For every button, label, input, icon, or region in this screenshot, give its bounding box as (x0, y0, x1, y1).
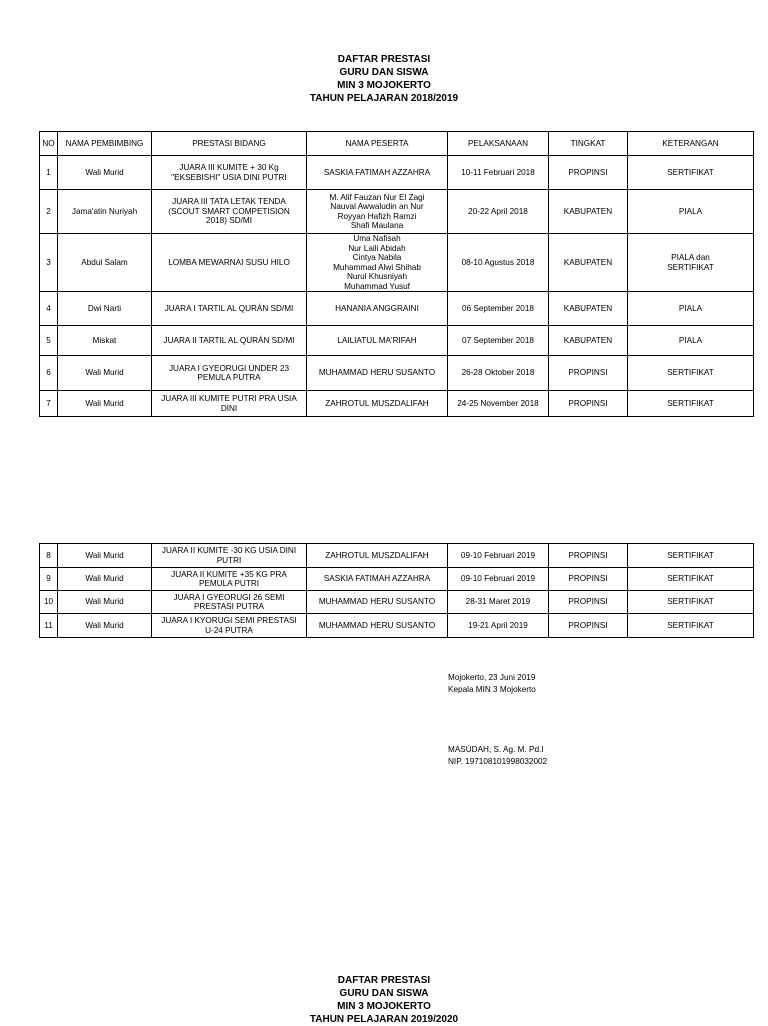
cell-keterangan: PIALA (628, 292, 754, 326)
cell-pembimbing: Abdul Salam (58, 234, 152, 292)
cell-pelaksanaan: 06 September 2018 (448, 292, 549, 326)
peserta-line: Muhammad Yusuf (344, 281, 410, 291)
cell-prestasi: JUARA I TARTIL AL QURÁN SD/MI (152, 292, 307, 326)
cell-tingkat: PROPINSI (549, 591, 628, 614)
table-header-row (40, 132, 754, 156)
prestasi-line: JUARA I GYEORUGI 26 SEMI (173, 592, 285, 602)
signature-nip: NIP. 197108101998032002 (448, 757, 548, 766)
cell-no: 8 (40, 544, 58, 568)
cell-tingkat: KABUPATEN (549, 190, 628, 234)
cell-pembimbing: Wali Murid (58, 591, 152, 614)
signature-place-block (448, 672, 536, 696)
cell-prestasi (152, 156, 307, 190)
title-line: MIN 3 MOJOKERTO (337, 80, 431, 91)
peserta-line: Royyan Hafizh Ramzi (337, 211, 417, 221)
cell-pelaksanaan: 26-28 Oktober 2018 (448, 356, 549, 391)
table-row (40, 544, 754, 568)
cell-tingkat: PROPINSI (549, 614, 628, 638)
peserta-line: Uma Nafisah (353, 234, 401, 243)
col-header-pelaksanaan: PELAKSANAAN (448, 132, 549, 156)
cell-tingkat: KABUPATEN (549, 292, 628, 326)
signature-place-date: Mojokerto, 23 Juni 2019 (448, 673, 536, 682)
cell-pelaksanaan: 09-10 Februari 2019 (448, 568, 549, 591)
prestasi-line: JUARA II KUMITE +35 KG PRA (171, 569, 287, 579)
cell-tingkat: PROPINSI (549, 356, 628, 391)
table-row (40, 156, 754, 190)
table-row (40, 234, 754, 292)
cell-pelaksanaan: 09-10 Februari 2019 (448, 544, 549, 568)
cell-no: 6 (40, 356, 58, 391)
table-row (40, 591, 754, 614)
cell-pembimbing: Wali Murid (58, 544, 152, 568)
peserta-line: M. Alif Fauzan Nur El Zagi (329, 192, 425, 202)
achievement-table-2018 (39, 131, 754, 417)
table-row (40, 614, 754, 638)
cell-pelaksanaan: 08-10 Agustus 2018 (448, 234, 549, 292)
cell-keterangan: SERTIFIKAT (628, 391, 754, 417)
prestasi-line: JUARA II KUMITE -30 KG USIA DINI (161, 546, 297, 555)
prestasi-line: U-24 PUTRA (205, 625, 253, 635)
cell-no: 7 (40, 391, 58, 417)
cell-pelaksanaan: 10-11 Februari 2018 (448, 156, 549, 190)
cell-keterangan: PIALA (628, 190, 754, 234)
cell-no: 4 (40, 292, 58, 326)
cell-prestasi (152, 591, 307, 614)
keterangan-line: PIALA dan (671, 253, 710, 262)
cell-pelaksanaan: 19-21 April 2019 (448, 614, 549, 638)
document-title-2019 (0, 974, 768, 1026)
cell-pembimbing: Wali Murid (58, 568, 152, 591)
col-header-pembimbing: NAMA PEMBIMBING (58, 132, 152, 156)
document-title-2018 (0, 53, 768, 105)
peserta-line: Shafi Maulana (350, 221, 404, 230)
cell-keterangan: PIALA (628, 326, 754, 356)
col-header-no: NO (40, 132, 58, 156)
cell-keterangan: SERTIFIKAT (628, 591, 754, 614)
prestasi-line: PEMULA PUTRI (198, 579, 260, 588)
table-row (40, 568, 754, 591)
prestasi-line: JUARA III TATA LETAK TENDA (172, 197, 286, 207)
prestasi-line: JUARA III KUMITE PUTRI PRA USIA (161, 394, 297, 403)
cell-prestasi (152, 614, 307, 638)
cell-peserta: SASKIA FATIMAH AZZAHRA (307, 156, 448, 190)
cell-pembimbing: Dwi Narti (58, 292, 152, 326)
cell-peserta: MUHAMMAD HERU SUSANTO (307, 356, 448, 391)
table-row (40, 326, 754, 356)
title-line: MIN 3 MOJOKERTO (337, 1001, 431, 1012)
keterangan-line: SERTIFIKAT (667, 262, 714, 272)
cell-pembimbing: Wali Murid (58, 156, 152, 190)
cell-keterangan: SERTIFIKAT (628, 544, 754, 568)
table-row (40, 190, 754, 234)
cell-keterangan: SERTIFIKAT (628, 356, 754, 391)
cell-peserta: MUHAMMAD HERU SUSANTO (307, 614, 448, 638)
title-line: GURU DAN SISWA (339, 67, 429, 78)
prestasi-line: PEMULA PUTRA (197, 373, 261, 382)
cell-pembimbing: Wali Murid (58, 391, 152, 417)
cell-peserta: HANANIA ANGGRAINI (307, 292, 448, 326)
cell-pembimbing: Miskat (58, 326, 152, 356)
signature-position: Kepala MIN 3 Mojokerto (448, 685, 536, 694)
cell-peserta: SASKIA FATIMAH AZZAHRA (307, 568, 448, 591)
prestasi-line: DINI (220, 403, 238, 413)
cell-pelaksanaan: 28-31 Maret 2019 (448, 591, 549, 614)
cell-pembimbing: Wali Murid (58, 356, 152, 391)
achievement-table-2019 (39, 543, 754, 638)
table-row (40, 356, 754, 391)
title-line: TAHUN PELAJARAN 2019/2020 (309, 1014, 459, 1025)
cell-prestasi (152, 568, 307, 591)
cell-tingkat: KABUPATEN (549, 326, 628, 356)
cell-peserta (307, 190, 448, 234)
col-header-tingkat: TINGKAT (549, 132, 628, 156)
cell-tingkat: PROPINSI (549, 544, 628, 568)
cell-keterangan: SERTIFIKAT (628, 568, 754, 591)
prestasi-line: PRESTASI PUTRA (194, 602, 264, 611)
title-line: DAFTAR PRESTASI (337, 975, 431, 986)
prestasi-line: JUARA I KYORUGI SEMI PRESTASI (161, 616, 297, 625)
cell-prestasi: JUARA II TARTIL AL QURÁN SD/MI (152, 326, 307, 356)
cell-peserta: ZAHROTUL MUSZDALIFAH (307, 544, 448, 568)
title-line: TAHUN PELAJARAN 2018/2019 (309, 93, 459, 104)
peserta-line: Nur Laili Abidah (348, 243, 406, 253)
cell-no: 1 (40, 156, 58, 190)
table-row (40, 391, 754, 417)
cell-tingkat: PROPINSI (549, 156, 628, 190)
prestasi-line: 2018) SD/MI (206, 216, 252, 226)
cell-tingkat: PROPINSI (549, 391, 628, 417)
cell-peserta: LAILIATUL MA'RIFAH (307, 326, 448, 356)
cell-no: 10 (40, 591, 58, 614)
cell-pelaksanaan: 24-25 November 2018 (448, 391, 549, 417)
cell-pelaksanaan: 07 September 2018 (448, 326, 549, 356)
cell-prestasi: LOMBA MEWARNAI SUSU HILO (152, 234, 307, 292)
peserta-line: Muhammad Alwi Shihab (333, 262, 421, 272)
title-line: GURU DAN SISWA (339, 988, 429, 999)
cell-no: 9 (40, 568, 58, 591)
cell-peserta: ZAHROTUL MUSZDALIFAH (307, 391, 448, 417)
cell-peserta: MUHAMMAD HERU SUSANTO (307, 591, 448, 614)
cell-prestasi (152, 356, 307, 391)
cell-tingkat: KABUPATEN (549, 234, 628, 292)
prestasi-line: JUARA I GYEORUGI UNDER 23 (168, 363, 290, 373)
signature-name-block (448, 744, 547, 768)
col-header-prestasi: PRESTASI BIDANG (152, 132, 307, 156)
peserta-line: Cintya Nabila (352, 253, 402, 262)
col-header-keterangan: KETERANGAN (628, 132, 754, 156)
prestasi-line: JUARA III KUMITE + 30 Kg (179, 163, 279, 172)
prestasi-line: PUTRI (216, 555, 242, 565)
cell-pembimbing: Jama'atin Nuriyah (58, 190, 152, 234)
col-header-peserta: NAMA PESERTA (307, 132, 448, 156)
cell-tingkat: PROPINSI (549, 568, 628, 591)
cell-peserta (307, 234, 448, 292)
table-row (40, 292, 754, 326)
cell-no: 11 (40, 614, 58, 638)
title-line: DAFTAR PRESTASI (337, 54, 431, 65)
cell-no: 3 (40, 234, 58, 292)
prestasi-line: "EKSEBISHI" USIA DINI PUTRI (171, 172, 287, 182)
cell-prestasi (152, 391, 307, 417)
cell-prestasi (152, 190, 307, 234)
cell-pembimbing: Wali Murid (58, 614, 152, 638)
cell-keterangan: SERTIFIKAT (628, 156, 754, 190)
cell-keterangan (628, 234, 754, 292)
cell-no: 2 (40, 190, 58, 234)
cell-pelaksanaan: 20-22 April 2018 (448, 190, 549, 234)
peserta-line: Nauval Awwaludin an Nur (330, 202, 424, 211)
cell-prestasi (152, 544, 307, 568)
cell-no: 5 (40, 326, 58, 356)
prestasi-line: (SCOUT SMART COMPETISION (168, 206, 290, 216)
cell-keterangan: SERTIFIKAT (628, 614, 754, 638)
peserta-line: Nurul Khusniyah (346, 272, 408, 281)
signature-name: MASÚDAH, S. Ag. M. Pd.I (448, 745, 544, 754)
